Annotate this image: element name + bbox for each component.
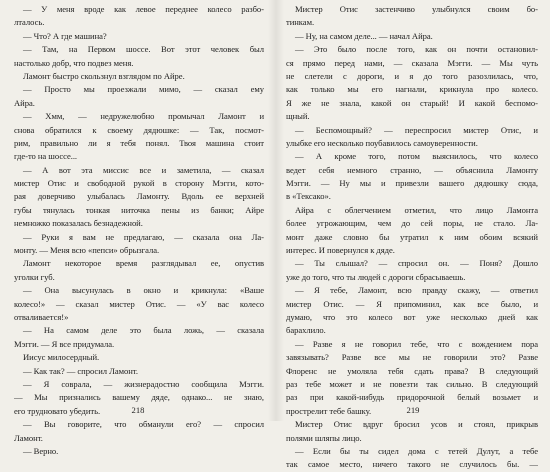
text-line: думаю, что это колесо вот уже несколько дней как	[286, 311, 538, 322]
text-line: так самое место, ничего такого не случилось бы. —	[286, 459, 538, 470]
text-line: отваливается!»	[14, 311, 69, 322]
text-line: — Мы признались вашему дяде, однако... не знаю,	[14, 392, 264, 403]
text-line: щный.	[286, 111, 310, 122]
text-line: завязывать? Разве все мы не говорили это? Разве	[286, 352, 538, 363]
text-line: интерес. И повернулся к дяде.	[286, 245, 395, 256]
text-line: — Просто мы проезжали мимо, — сказал ему	[23, 84, 264, 95]
text-line: снова обратился к своему дядюшке: — Так, посмот-	[14, 124, 264, 135]
text-line: его трудновато убедить.	[14, 405, 101, 416]
text-line: настолько добр, что подвез меня.	[14, 57, 134, 68]
text-line: колесо!» — сказал мистер Отис. — «У вас колесо	[14, 298, 264, 309]
text-line: как только мы его нагнали, крикнула про колесо.	[286, 84, 538, 95]
text-line: монту. — Меня всю «пепси» обрызгала.	[14, 245, 160, 256]
left-page-number: 218	[131, 405, 145, 415]
text-line: рим, правильно ли я тебя понял. Твоя машина стоит	[14, 137, 264, 148]
text-line: монт даже словно бы утратил к ним обоим всякий	[286, 231, 538, 242]
text-line: — Если бы ты сидел дома с тетей Дулут, а тебе	[295, 445, 538, 456]
text-line: мистер Отис. — Я припоминил, как все было, и	[286, 298, 538, 309]
text-line: раз тебе может и не повезти так сильно. В следующий	[286, 378, 538, 389]
text-line: Айра.	[14, 97, 35, 108]
text-line: — Разве я не говорил тебе, что с вождением пора	[295, 338, 538, 349]
left-page	[0, 0, 276, 456]
text-line: полями шляпы лицо.	[286, 432, 362, 443]
text-line: Айра с облегчением отметил, что лицо Ламонта	[295, 204, 538, 215]
text-line: более угрожающим, чем до сей поры, не стало. Ла-	[286, 218, 538, 229]
text-line: — Что? А где машина?	[23, 30, 107, 41]
text-line: Флоренс не умоляла тебя сдать права? В следующий	[286, 365, 538, 376]
text-line: уголки губ.	[14, 271, 55, 282]
text-line: немножко показалась безнадежной.	[14, 218, 143, 229]
text-line: — У меня вроде как левое переднее колесо разбо-	[23, 4, 264, 14]
right-page	[276, 0, 550, 470]
text-line: Мэгги. — Я все придумала.	[14, 338, 115, 349]
text-line: — А кроме того, потом выяснилось, что колесо	[295, 151, 538, 162]
text-line: — Это было после того, как он почти остановил-	[295, 44, 538, 55]
text-line: Мэгги. — Ну мы и привезли вашего дядюшку сюда,	[286, 178, 538, 189]
text-line: барахлило.	[286, 325, 326, 336]
text-line: рая доверчиво улыбалась Ламонту. Вдоль ее верхней	[14, 191, 264, 202]
text-line: улыбке его несколько поубавилось самоуверенности.	[286, 137, 478, 148]
text-line: — Она высунулась в окно и крикнула: «Ваше	[23, 285, 264, 296]
text-line: — Беспомощный? — переспросил мистер Отис, и	[295, 124, 538, 135]
text-line: где-то на шоссе...	[14, 151, 78, 162]
text-line: — Верно.	[23, 445, 59, 456]
text-line: не слетели с дороги, и я до того разозлилась, что,	[286, 70, 538, 81]
text-line: Иисус милосердный.	[23, 352, 100, 363]
text-line: Мистер Отис вдруг бросил усов и стоял, прикрыв	[295, 419, 538, 430]
right-page-text	[286, 3, 538, 472]
text-line: ся прямо перед нами, — сказала Мэгги. — Мы чуть	[286, 57, 538, 68]
text-line: — На самом деле это была ложь, — сказала	[23, 325, 264, 336]
text-line: губы тянулась тонкая ниточка пены из банки; Айре	[14, 204, 264, 215]
text-line: Мистер Отис застенчиво улыбнулся своим бо-	[295, 4, 538, 14]
text-line: мистер Отис и свободной рукой в сторону Мэгги, кото-	[14, 178, 264, 189]
text-line: — Я соврала, — жизнерадостно сообщила Мэгги.	[23, 378, 264, 389]
text-line: — Я тебе, Ламонт, всю правду скажу, — ответил	[295, 285, 538, 296]
right-page-number: 219	[406, 405, 420, 415]
text-line: ведет себя немного странно, — объяснила Ламонту	[286, 164, 538, 175]
text-line: — Ты слышал? — спросил он. — Поня? Дошло	[295, 258, 538, 269]
text-line: — А вот эта миссис все и заметила, — сказал	[23, 164, 264, 175]
text-line: тинкам.	[286, 17, 315, 28]
text-line: — Хмм, — недружелюбно промычал Ламонт и	[23, 111, 264, 122]
text-line: — Ну, на самом деле... — начал Айра.	[295, 30, 433, 41]
left-page-text	[14, 3, 264, 458]
text-line: Ламонт быстро скользнул взглядом по Айре.	[23, 70, 185, 81]
text-line: уже до того, что ты людей с дороги сбрасываешь.	[286, 271, 466, 282]
text-line: лталось.	[14, 17, 45, 28]
text-line: — Там, на Первом шоссе. Вот этот человек был	[23, 44, 264, 55]
text-line: прострелит тебе башку.	[286, 405, 372, 416]
text-line: — Как так? — спросил Ламонт.	[23, 365, 138, 376]
text-line: Ламонт некоторое время разглядывал ее, опустив	[23, 258, 264, 269]
text-line: раз при какой-нибудь придорочной белый возьмет и	[286, 392, 538, 403]
text-line: Ламонт.	[14, 432, 43, 443]
text-line: — Вы говорите, что обманули его? — спросил	[23, 419, 264, 430]
text-line: Я же не знала, какой он старый! И какой беспомо-	[286, 97, 538, 108]
text-line: в «Тексако».	[286, 191, 331, 202]
text-line: — Руки я вам не предлагаю, — сказала она Ла-	[23, 231, 264, 242]
